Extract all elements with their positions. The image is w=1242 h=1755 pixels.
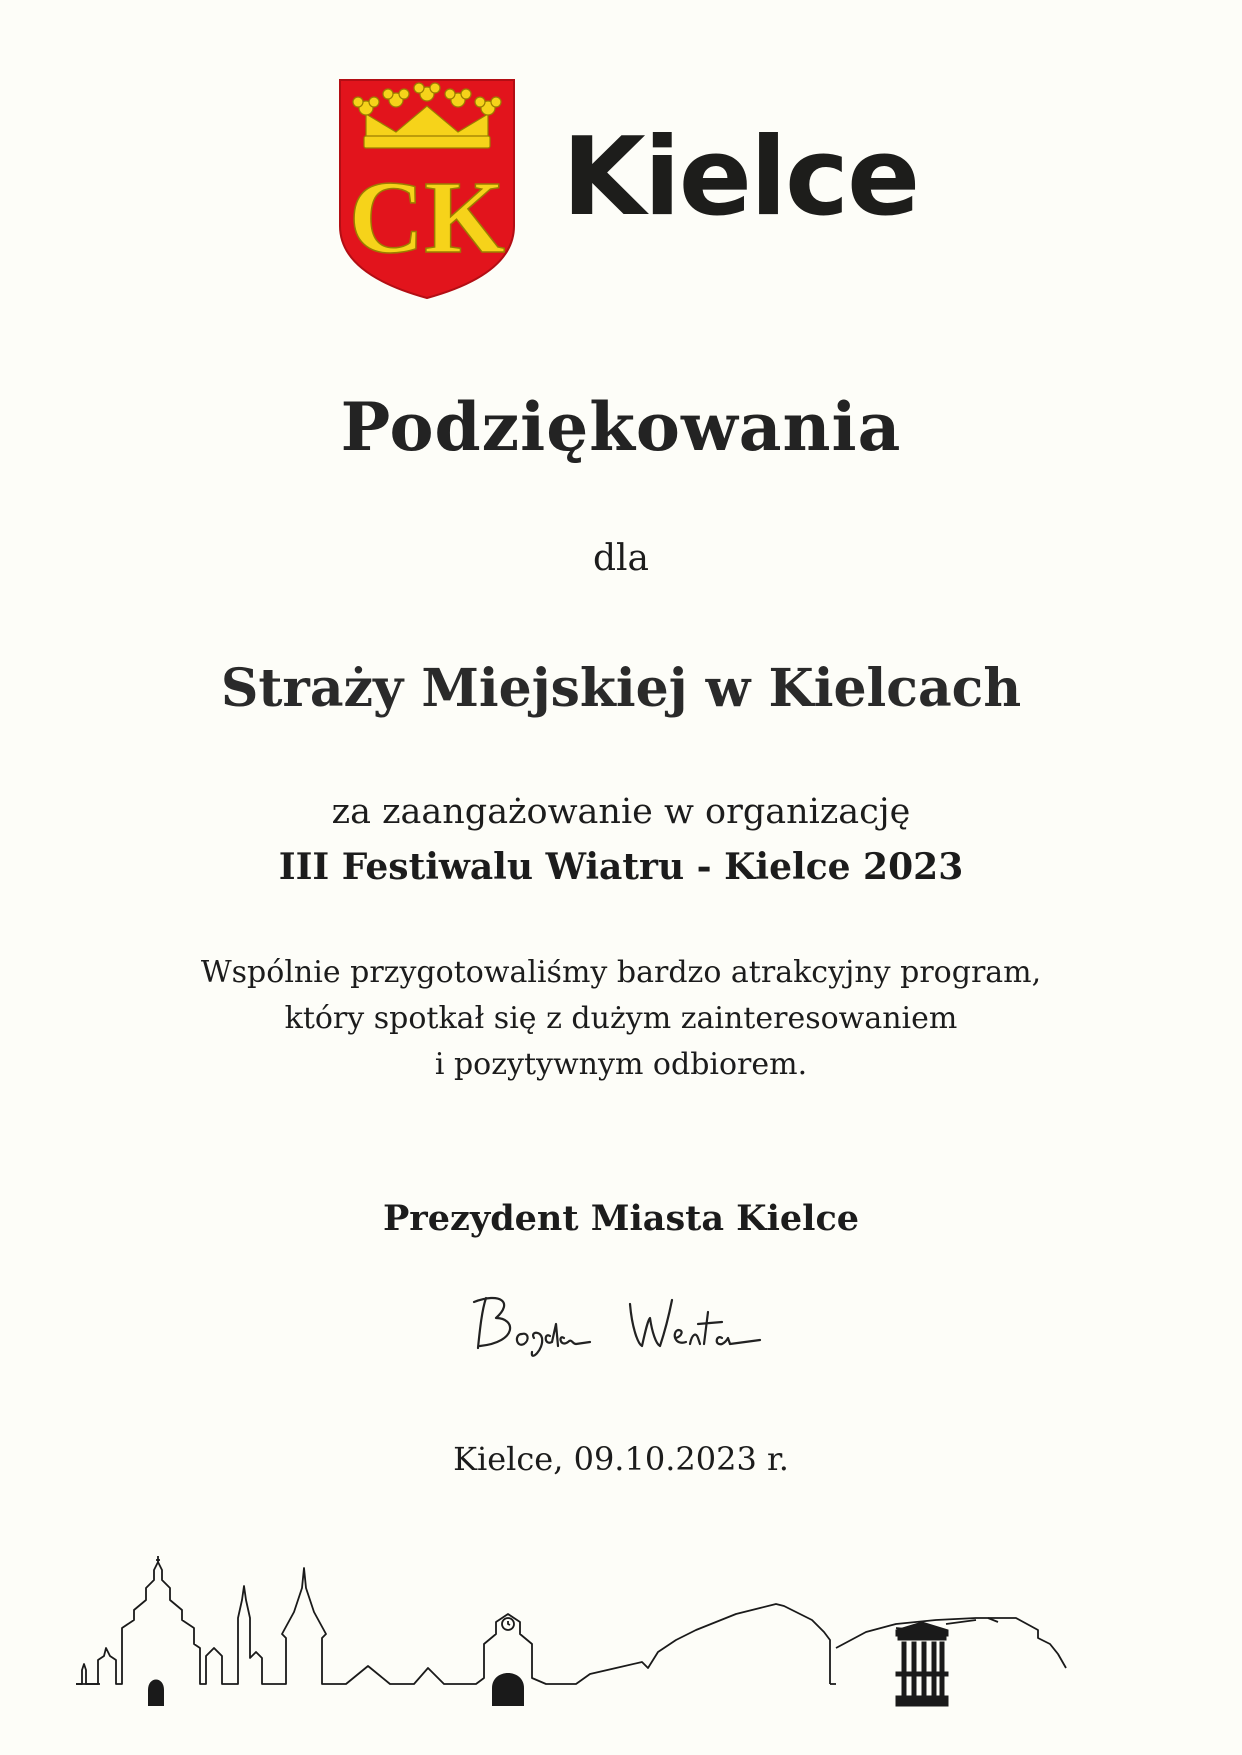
coat-of-arms-letters: CK bbox=[349, 160, 505, 275]
event-name: III Festiwalu Wiatru - Kielce 2023 bbox=[278, 846, 964, 888]
signer-title: Prezydent Miasta Kielce bbox=[382, 1198, 860, 1239]
page-title: Podziękowania bbox=[340, 388, 902, 466]
handwritten-signature bbox=[460, 1288, 780, 1368]
for-word: dla bbox=[592, 538, 650, 579]
body-text bbox=[0, 950, 1242, 1088]
place-and-date: Kielce, 09.10.2023 r. bbox=[453, 1440, 789, 1478]
body-line: który spotkał się z dużym zainteresowaniem bbox=[284, 1001, 958, 1036]
body-line: Wspólnie przygotowaliśmy bardzo atrakcyjny program, bbox=[200, 955, 1042, 990]
coat-of-arms-icon bbox=[336, 76, 518, 302]
body-line: i pozytywnym odbiorem. bbox=[434, 1047, 808, 1082]
city-name: Kielce bbox=[562, 115, 919, 240]
recipient-name: Straży Miejskiej w Kielcach bbox=[220, 658, 1022, 719]
city-skyline-icon bbox=[76, 1548, 1156, 1728]
reason-line: za zaangażowanie w organizację bbox=[331, 792, 911, 832]
city-logo bbox=[336, 76, 919, 308]
